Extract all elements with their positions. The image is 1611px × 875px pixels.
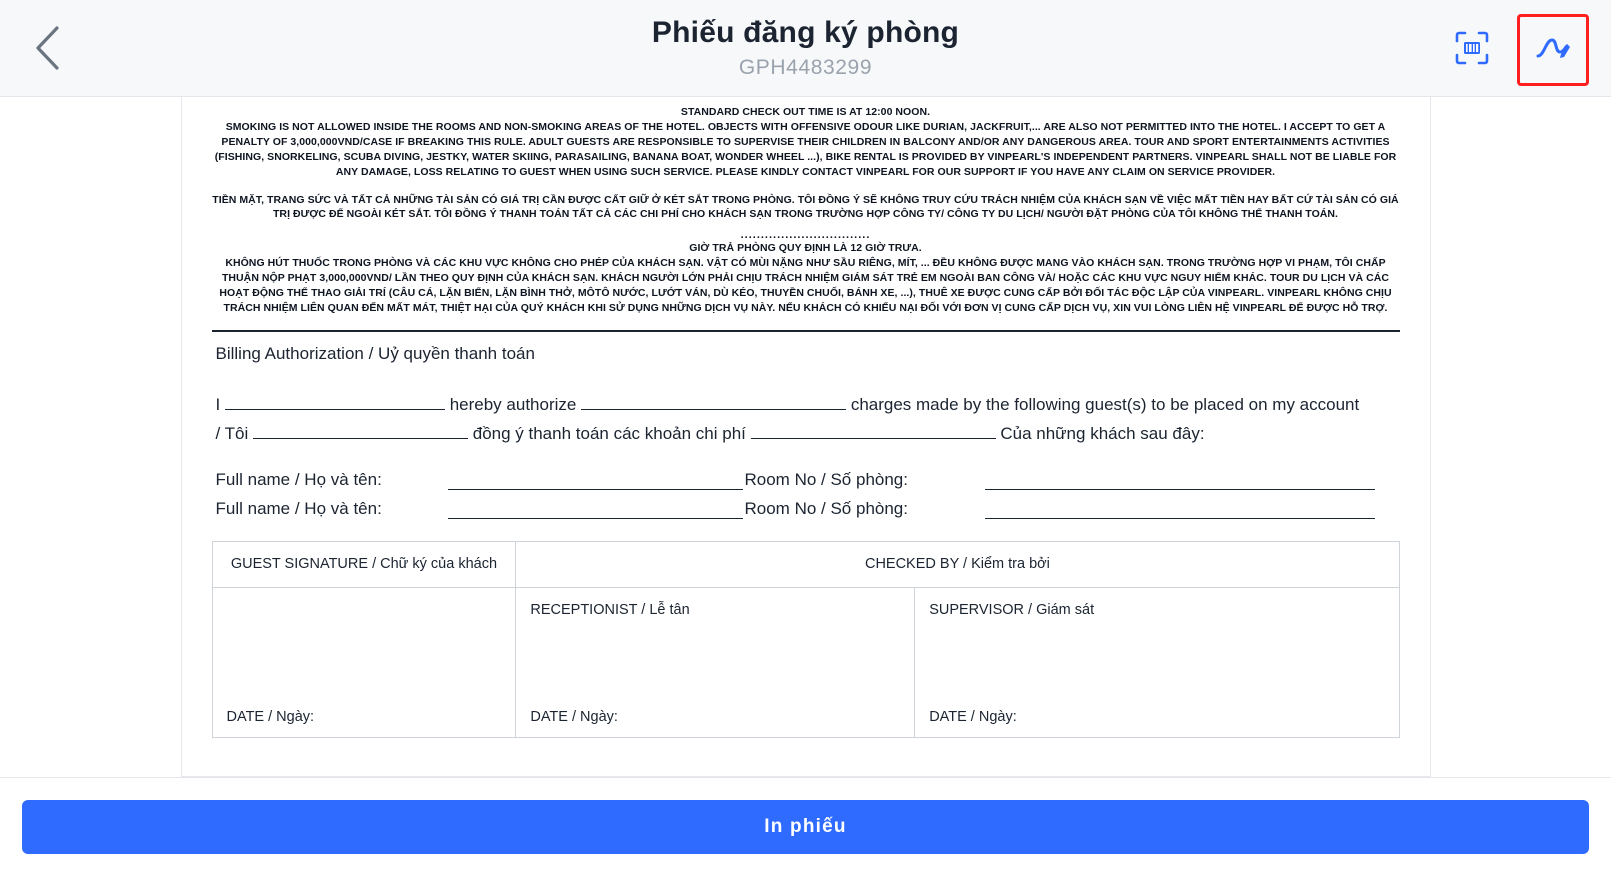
billing-section-title: Billing Authorization / Uỷ quyền thanh toán: [215, 343, 535, 363]
supervisor-cell[interactable]: [915, 588, 1399, 738]
authorized-charges-blank[interactable]: [581, 394, 846, 410]
terms-english: [212, 105, 1400, 180]
signature-table: [212, 541, 1400, 738]
supervisor-role-label: SUPERVISOR / Giám sát: [929, 602, 1095, 619]
auth-en-part2: hereby authorize: [449, 394, 577, 414]
full-name-label: Full name / Họ và tên:: [215, 470, 382, 490]
terms-en-line: STANDARD CHECK OUT TIME IS AT 12:00 NOON.: [680, 106, 931, 118]
back-button[interactable]: [22, 22, 74, 74]
auth-vi-part1: / Tôi: [215, 424, 249, 444]
auth-vi-part3: Của những khách sau đây:: [1000, 424, 1205, 444]
page-footer: [0, 777, 1611, 875]
document-scroll-area[interactable]: [0, 97, 1611, 777]
page-header: [0, 0, 1611, 97]
header-actions: [1441, 14, 1589, 86]
authorization-paragraph: [216, 390, 1400, 448]
page-title: Phiếu đăng ký phòng: [651, 15, 960, 49]
booking-code: GPH4483299: [738, 56, 873, 80]
chevron-left-icon: [33, 25, 63, 71]
signature-button[interactable]: [1517, 14, 1589, 86]
receptionist-cell[interactable]: [516, 588, 915, 738]
guest-date-label: DATE / Ngày:: [226, 709, 315, 726]
guest-signature-header: GUEST SIGNATURE / Chữ ký của khách: [212, 542, 516, 588]
scan-barcode-icon: [1455, 31, 1489, 70]
full-name-label: Full name / Họ và tên:: [215, 499, 382, 519]
authorizer-name-blank[interactable]: [225, 394, 445, 410]
full-name-input[interactable]: [448, 502, 743, 519]
terms-vi-heading: GIỜ TRẢ PHÒNG QUY ĐỊNH LÀ 12 GIỜ TRƯA.: [689, 242, 922, 255]
table-row: [212, 588, 1399, 738]
terms-en-line: SMOKING IS NOT ALLOWED INSIDE THE ROOMS AND NON-SMOKING AREAS OF THE HOTEL. OBJECTS WITH OFFENSIVE ODOUR LIKE DURIAN, JACKFRUIT,... ARE ALSO NOT PERMITTED INTO THE HOTEL. I ACCEPT TO GET A PENALTY OF 3,000,000VND/CASE IF BREAKING THIS RULE. ADULT GUESTS ARE RESPONSIBLE TO SUPERVISE THEIR CHILDREN IN BALCONY AND/OR ANY DANGEROUS AREA. TOUR AND SPORT ENTERTAINMENTS ACTIVITIES (FISHING, SNORKELING, SCUBA DIVING, JESTKY, WATER SKIING, PARASAILING, BANANA BOAT, WONDER WHEEL ...), BIKE RENTAL IS PROVIDED BY VINPEARL'S INDEPENDENT PARTNERS. VINPEARL SHALL NOT BE LIABLE FOR ANY DAMAGE, LOSS RELATING TO GUEST WHEN USING SUCH SERVICE. PLEASE KINDLY CONTACT VINPEARL FOR OUR SUPPORT IF YOU HAVE ANY CLAIM ON SERVICE PROVIDER.: [214, 120, 1397, 178]
terms-vietnamese-2: [212, 241, 1400, 316]
header-titles: [652, 16, 959, 81]
registration-form-page: [181, 97, 1431, 777]
auth-en-part3: charges made by the following guest(s) to be placed on my account: [850, 394, 1360, 414]
supervisor-date-label: DATE / Ngày:: [929, 709, 1017, 726]
authorized-charges-blank-vi[interactable]: [751, 423, 996, 439]
room-no-input[interactable]: [985, 473, 1375, 490]
signature-pen-icon: [1534, 32, 1572, 69]
guest-row: [216, 470, 1400, 490]
room-no-label: Room No / Số phòng:: [744, 470, 908, 490]
authorizer-name-blank-vi[interactable]: [253, 423, 468, 439]
guest-signature-cell[interactable]: [212, 588, 516, 738]
dotted-separator: ................................: [740, 229, 871, 242]
terms-vietnamese-1: [212, 193, 1400, 223]
checked-by-header: CHECKED BY / Kiểm tra bởi: [516, 542, 1399, 588]
full-name-input[interactable]: [448, 473, 743, 490]
room-no-input[interactable]: [985, 502, 1375, 519]
guest-row: [216, 499, 1400, 519]
print-button[interactable]: In phiếu: [22, 800, 1589, 854]
auth-vi-part2: đồng ý thanh toán các khoản chi phí: [472, 424, 746, 444]
scan-barcode-button[interactable]: [1441, 19, 1503, 81]
receptionist-date-label: DATE / Ngày:: [530, 709, 618, 726]
room-no-label: Room No / Số phòng:: [744, 499, 908, 519]
auth-en-part1: I: [215, 394, 221, 414]
receptionist-role-label: RECEPTIONIST / Lễ tân: [530, 602, 690, 619]
terms-vi-line: KHÔNG HÚT THUỐC TRONG PHÒNG VÀ CÁC KHU VỰC KHÔNG CHO PHÉP CỦA KHÁCH SẠN. VẬT CÓ MÙI NẶNG NHƯ SẦU RIÊNG, MÍT, ... ĐỀU KHÔNG ĐƯỢC MANG VÀO KHÁCH SẠN. TRONG TRƯỜNG HỢP VI PHẠM, TÔI CHẤP THUẬN NỘP PHẠT 3,000,000VND/ LẦN THEO QUY ĐỊNH CỦA KHÁCH SẠN. KHÁCH NGƯỜI LỚN PHẢI CHỊU TRÁCH NHIỆM GIÁM SÁT TRẺ EM NGOÀI BAN CÔNG VÀ/ HOẶC CÁC KHU VỰC NGUY HIỂM KHÁC. TOUR DU LỊCH VÀ CÁC HOẠT ĐỘNG THỂ THAO GIẢI TRÍ (CÂU CÁ, LẶN BIỂN, LẶN BÌNH THỞ, MÔTÔ NƯỚC, LƯỚT VÁN, DÙ KÉO, THUYỀN CHUỐI, BÁNH XE, ...), THUÊ XE ĐƯỢC CUNG CẤP BỞI ĐỐI TÁC ĐỘC LẬP CỦA VINPEARL. VINPEARL KHÔNG CHỊU TRÁCH NHIỆM LIÊN QUAN ĐẾN MẤT MÁT, THIỆT HẠI CỦA QUÝ KHÁCH KHI SỬ DỤNG NHỮNG DỊCH VỤ NÀY. NẾU KHÁCH CÓ KHIẾU NẠI ĐỐI VỚI ĐƠN VỊ CUNG CẤP DỊCH VỤ, XIN VUI LÒNG LIÊN HỆ VINPEARL ĐỂ ĐƯỢC HỖ TRỢ.: [219, 257, 1392, 315]
terms-vi-line: TIỀN MẶT, TRANG SỨC VÀ TẤT CẢ NHỮNG TÀI SẢN CÓ GIÁ TRỊ CẦN ĐƯỢC CẤT GIỮ Ở KÉT SẮT TRONG PHÒNG. TÔI ĐỒNG Ý SẼ KHÔNG TRUY CỨU TRÁCH NHIỆM CỦA KHÁCH SẠN VỀ VIỆC MẤT TIỀN HAY BẤT CỨ TÀI SẢN CÓ GIÁ TRỊ ĐƯỢC ĐỂ NGOÀI KÉT SẮT. TÔI ĐỒNG Ý THANH TOÁN TẤT CẢ CÁC CHI PHÍ CHO KHÁCH SẠN TRONG TRƯỜNG HỢP CÔNG TY/ CÔNG TY DU LỊCH/ NGƯỜI ĐẶT PHÒNG CỦA TÔI KHÔNG THỂ THANH TOÁN.: [212, 193, 1399, 221]
table-row: [212, 542, 1399, 588]
section-divider: [212, 330, 1400, 332]
